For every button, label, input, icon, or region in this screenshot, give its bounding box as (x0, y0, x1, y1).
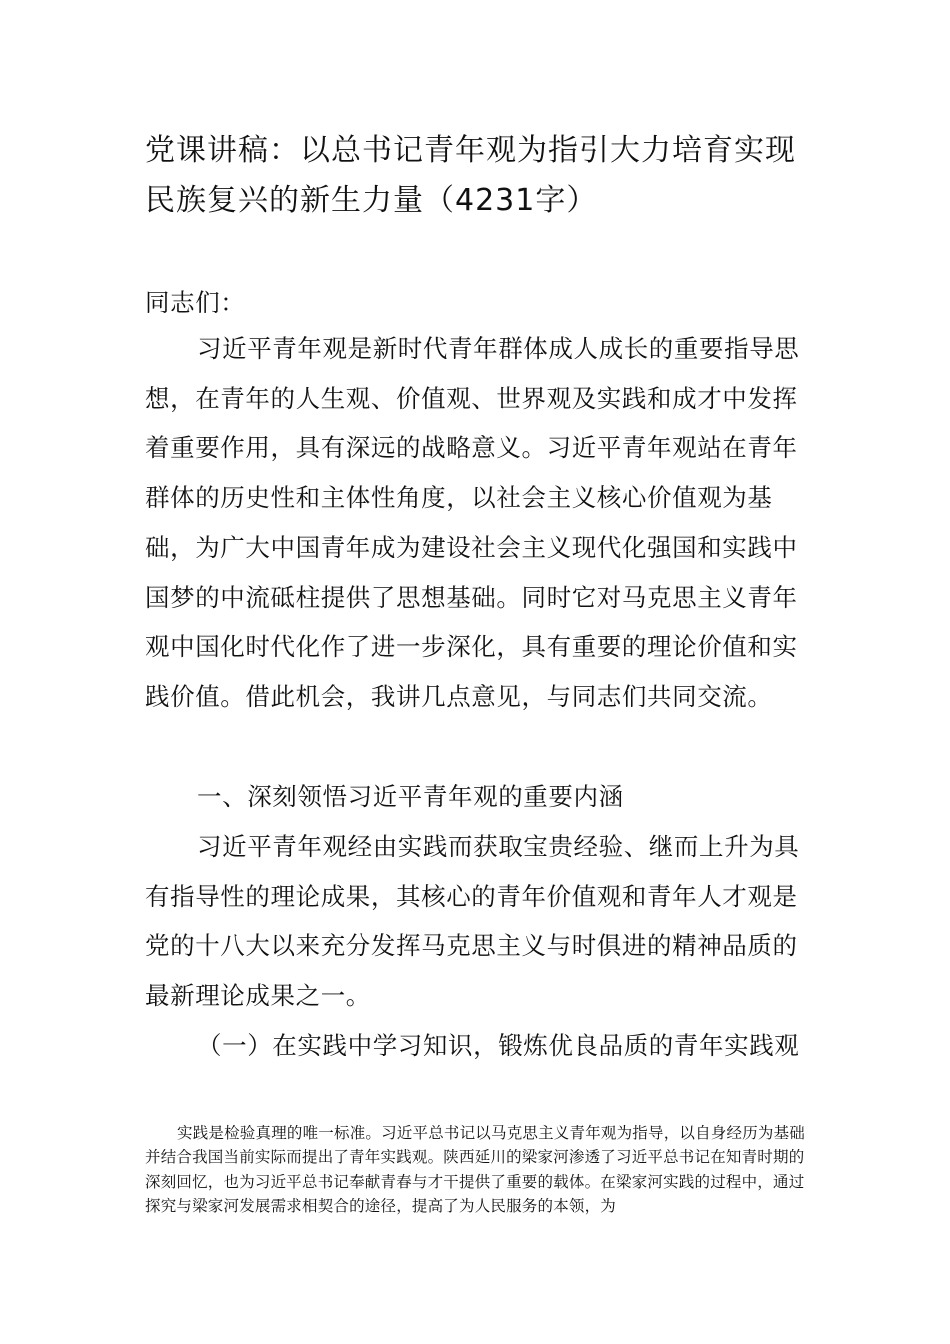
intro-paragraph: 习近平青年观是新时代青年群体成人成长的重要指导思想，在青年的人生观、价值观、世界观及实践和成才中发挥着重要作用，具有深远的战略意义。习近平青年观站在青年群体的历史性和主体性角度，以社会主义核心价值观为基础，为广大中国青年成为建设社会主义现代化强国和实践中国梦的中流砥柱提供了思想基础。同时它对马克思主义青年观中国化时代化作了进一步深化，具有重要的理论价值和实践价值。借此机会，我讲几点意见，与同志们共同交流。 (145, 334, 800, 711)
subsection-paragraph-1: 实践是检验真理的唯一标准。习近平总书记以马克思主义青年观为指导，以自身经历为基础并结合我国当前实际而提出了青年实践观。陕西延川的梁家河渗透了习近平总书记在知青时期的深刻回忆，也为习近平总书记奉献青春与才干提供了重要的载体。在梁家河实践的过程中，通过探究与梁家河发展需求相契合的途径，提高了为人民服务的本领，为 (145, 1124, 806, 1215)
section-paragraph-1: 习近平青年观经由实践而获取宝贵经验、继而上升为具有指导性的理论成果，其核心的青年价值观和青年人才观是党的十八大以来充分发挥马克思主义与时俱进的精神品质的最新理论成果之一。 (145, 832, 800, 1011)
section-heading-1: 一、深刻领悟习近平青年观的重要内涵 (197, 782, 624, 811)
salutation: 同志们： (145, 288, 246, 317)
subsection-heading-1: （一）在实践中学习知识，锻炼优良品质的青年实践观 (197, 1031, 800, 1060)
document-title: 党课讲稿：以总书记青年观为指引大力培育实现民族复兴的新生力量（4231字） (145, 133, 796, 218)
